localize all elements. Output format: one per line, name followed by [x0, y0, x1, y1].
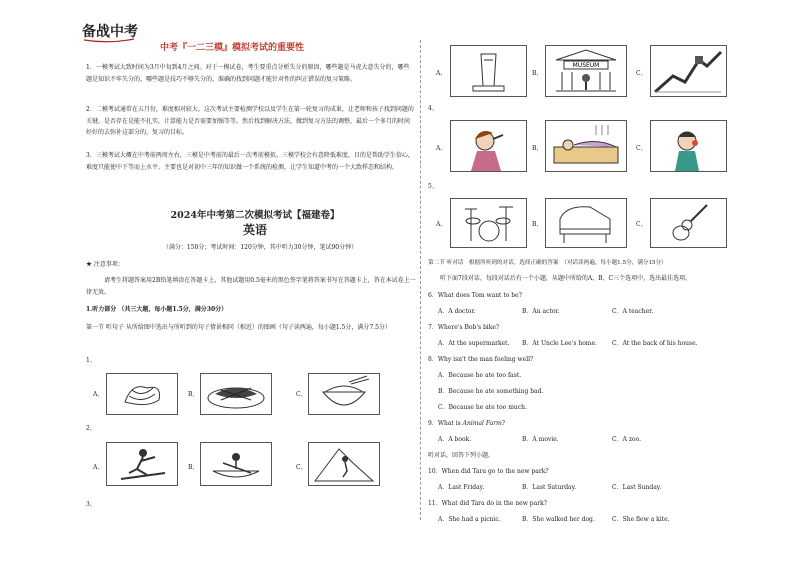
q6-option-b: B．An actor. — [522, 308, 560, 315]
q9-option-b: B．A movie. — [522, 436, 559, 443]
option-label-5a: A、 — [436, 221, 447, 228]
logo — [80, 18, 138, 44]
climbing-picture — [308, 442, 380, 486]
question-number-3: 3、 — [86, 501, 96, 508]
option-label-2a: A、 — [93, 464, 104, 471]
question-9: 9．What is Animal Farm? — [428, 420, 505, 427]
q6-option-c: C．A teacher. — [612, 308, 654, 315]
q7-option-c: C．At the back of his house. — [612, 340, 698, 347]
question-number-1: 1、 — [86, 357, 96, 364]
notice-paragraph-2: 2．二模考试通常在五月份，难度相对较大。这次考试主要检测学校以及学生在第一轮复习的成果，让老师和孩子找到问题的关键，是否存在是能不扎实，计算能力是否需要加强等等。然后找到解决方法，做到复习方法的调整，最后一个多月的时间好好的去弥补这部分的，复习的目标。 — [86, 106, 414, 136]
q10-option-a: A．Last Friday. — [438, 484, 485, 491]
exam-subject: 英语 — [242, 223, 267, 237]
section2-heading: 第二节 听对话 根据所听到的对话，选择正确的答案 （对话读两遍，每小题1.5分，满分15分） — [428, 260, 667, 266]
question-10: 10．When did Tara go to the new park? — [428, 468, 549, 475]
q11-option-b: B．She walked her dog. — [522, 516, 595, 523]
question-6: 6．What does Tom want to be? — [428, 292, 522, 299]
q9-option-a: A．A book. — [438, 436, 472, 443]
monument-picture — [450, 45, 527, 97]
q8-option-a: A．Because he ate too fast. — [438, 372, 522, 379]
option-label-4c: C、 — [636, 145, 647, 152]
option-label-5b: B、 — [532, 221, 543, 228]
exam-title: 2024年中考第二次模拟考试【福建卷】 — [170, 210, 340, 221]
q10-option-c: C．Last Sunday. — [612, 484, 662, 491]
option-label-3a: A、 — [436, 70, 447, 77]
q9-option-c: C．A zoo. — [612, 436, 642, 443]
option-label-4a: A、 — [436, 145, 447, 152]
drum-kit-picture — [450, 198, 527, 248]
option-label-2b: B、 — [188, 464, 199, 471]
sick-in-bed-picture — [545, 120, 627, 172]
question-number-5: 5、 — [428, 183, 438, 190]
q8-option-c: C．Because he ate too much. — [438, 404, 527, 411]
museum-picture — [545, 45, 627, 97]
question-7: 7．Where's Bob's bike? — [428, 324, 500, 331]
fish-plate-picture — [200, 373, 272, 415]
notice-paragraph-1: 1．一模考试大致时间为3月中旬到4月之间。对于一模试卷，考生要重点分析失分的原因，哪些题是马虎大意失分的，哪些题是知识不牢失分的，哪些题是技巧不够失分的，准确的找到问题才能针对性的纠正错误的复习策略。 — [86, 64, 410, 83]
notice-title: 中考『一二三模』模拟考试的重要性 — [160, 43, 305, 53]
exam-meta: （满分：150分；考试时间：120分钟，其中听力30分钟，笔试90分钟） — [162, 244, 358, 251]
piano-picture — [545, 198, 627, 248]
q11-option-c: C．She flew a kite. — [612, 516, 670, 523]
notes-title: ★ 注意事项： — [86, 261, 124, 268]
q11-option-a: A．She had a picnic. — [438, 516, 501, 523]
skiing-picture — [106, 442, 178, 486]
q8-option-b: B．Because he ate something bad. — [438, 388, 544, 395]
question-8: 8．Why isn't the man feeling well? — [428, 356, 534, 363]
q6-option-a: A．A doctor. — [438, 308, 476, 315]
part1-heading: 1.听力部分 （共三大题，每小题1.5分，满分30分） — [86, 306, 228, 313]
toothache-boy-picture — [650, 120, 727, 172]
option-label-1b: B、 — [188, 391, 199, 398]
dialogue-instruction: 听对话，回答下列小题。 — [428, 452, 495, 459]
q7-option-b: B．At Uncle Lee's home. — [522, 340, 597, 347]
option-label-5c: C、 — [636, 221, 647, 228]
q7-option-a: A．At the supermarket. — [438, 340, 510, 347]
column-divider — [420, 40, 421, 520]
boating-picture — [200, 442, 272, 486]
option-label-2c: C、 — [296, 464, 307, 471]
option-label-1a: A、 — [93, 391, 104, 398]
logo-text: 备战中考 — [82, 24, 138, 40]
museum-sign: MUSEUM — [572, 62, 600, 69]
question-number-2: 2、 — [86, 425, 96, 432]
question-number-4: 4、 — [428, 105, 438, 112]
option-label-1c: C、 — [296, 391, 307, 398]
notice-paragraph-3: 3．三模考试大概在中考前两周左右，三模是中考前的最后一次考前模拟。三模学校会有意降低难度，目的是帮助学生信心，难度只能使中下等而上水平。主要也是对初中三年的知识做一个系统的检测，让学生知道中考的一个大致样态和结构。 — [86, 152, 414, 171]
section1-heading: 第一节 听句子 从所给图中选出与所听到的句子情景相同（相近）的图画（句子读两遍，每小题1.5分，满分7.5分） — [86, 324, 391, 331]
q10-option-b: B．Last Saturday. — [522, 484, 577, 491]
section2-intro: 听下面7段对话，每段对话后有一个小题，从题中所给的A、B、C三个选项中，选出最佳选项。 — [440, 275, 692, 282]
rice-bowl-picture — [308, 373, 380, 415]
question-11: 11．What did Tara do in the new park? — [428, 500, 547, 507]
eye-pain-girl-picture — [450, 120, 527, 172]
guitar-picture — [650, 198, 727, 248]
option-label-4b: B、 — [532, 145, 543, 152]
option-label-3c: C、 — [636, 70, 647, 77]
notes-body: 请考生将题答案用2B铅笔填涂在答题卡上，其他试题用0.5毫米的黑色签字笔将答案书写在答题卡上，答在本试卷上一律无效。 — [86, 277, 416, 296]
option-label-3b: B、 — [532, 70, 543, 77]
great-wall-picture — [650, 45, 727, 97]
rice-dumplings-picture — [106, 373, 178, 415]
